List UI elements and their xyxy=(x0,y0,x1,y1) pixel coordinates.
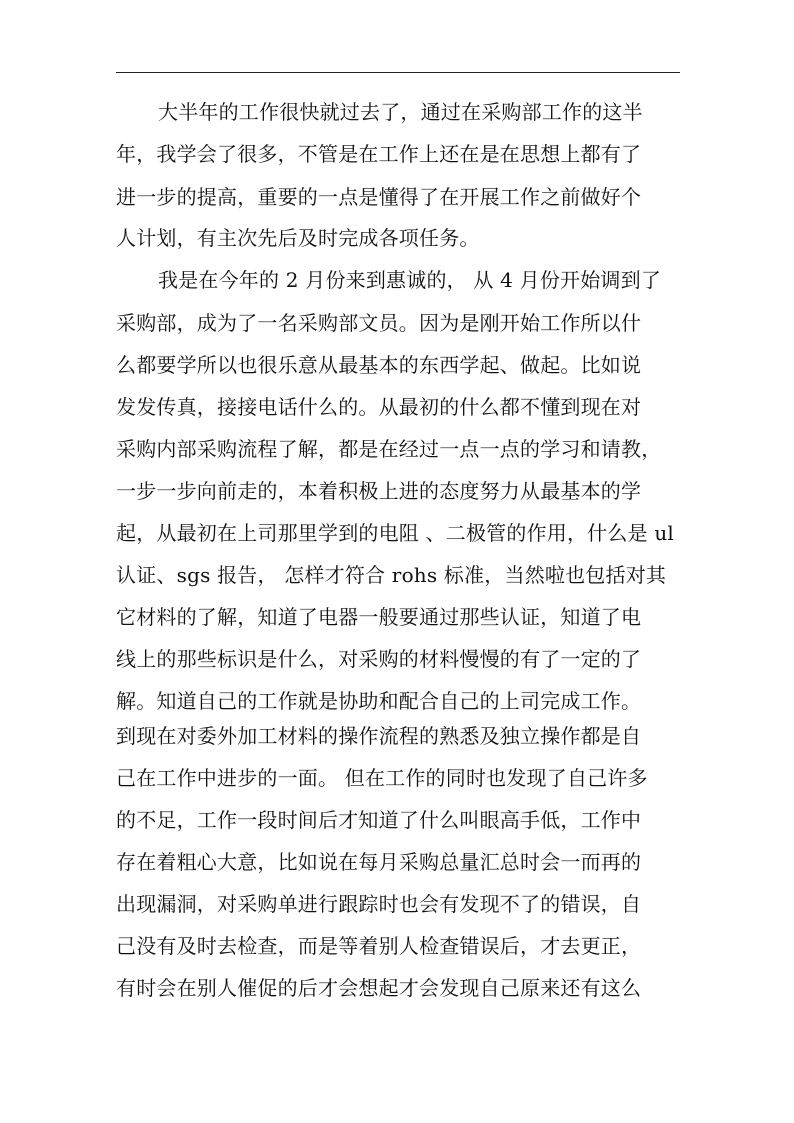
paragraph-line: 解。知道自己的工作就是协助和配合自己的上司完成工作。 xyxy=(116,689,642,713)
paragraph-line: 一步一步向前走的，本着积极上进的态度努力从最基本的学 xyxy=(116,479,642,503)
paragraph-line: 有时会在别人催促的后才会想起才会发现自己原来还有这么 xyxy=(116,976,642,1000)
paragraph-line: 到现在对委外加工材料的操作流程的熟悉及独立操作都是自 xyxy=(116,724,642,748)
paragraph-line: 发发传真，接接电话什么的。从最初的什么都不懂到现在对 xyxy=(116,395,642,419)
paragraph-line: 认证、sgs 报告， 怎样才符合 rohs 标准，当然啦也包括对其 xyxy=(116,563,667,587)
paragraph-line: 线上的那些标识是什么，对采购的材料慢慢的有了一定的了 xyxy=(116,647,642,671)
paragraph-line: 大半年的工作很快就过去了，通过在采购部工作的这半 xyxy=(158,100,643,124)
paragraph-line: 人计划，有主次先后及时完成各项任务。 xyxy=(116,226,480,250)
paragraph-line: 采购部，成为了一名采购部文员。因为是刚开始工作所以什 xyxy=(116,311,642,335)
paragraph-line: 么都要学所以也很乐意从最基本的东西学起、做起。比如说 xyxy=(116,353,642,377)
paragraph-line: 存在着粗心大意，比如说在每月采购总量汇总时会一而再的 xyxy=(116,850,642,874)
paragraph-line: 出现漏洞，对采购单进行跟踪时也会有发现不了的错误，自 xyxy=(116,892,642,916)
paragraph-line: 己没有及时去检查，而是等着别人检查错误后，才去更正， xyxy=(116,934,642,958)
paragraph-line: 进一步的提高，重要的一点是懂得了在开展工作之前做好个 xyxy=(116,185,642,209)
paragraph-line: 采购内部采购流程了解，都是在经过一点一点的学习和请教， xyxy=(116,437,662,461)
header-rule xyxy=(116,72,680,73)
paragraph-line: 它材料的了解，知道了电器一般要通过那些认证，知道了电 xyxy=(116,605,642,629)
paragraph-line: 起，从最初在上司那里学到的电阻 、二极管的作用，什么是 ul xyxy=(116,521,674,545)
paragraph-line: 的不足，工作一段时间后才知道了什么叫眼高手低，工作中 xyxy=(116,808,642,832)
paragraph-line: 我是在今年的 2 月份来到惠诚的， 从 4 月份开始调到了 xyxy=(158,268,662,292)
paragraph-line: 年，我学会了很多，不管是在工作上还在是在思想上都有了 xyxy=(116,142,642,166)
paragraph-line: 己在工作中进步的一面。 但在工作的同时也发现了自己许多 xyxy=(116,766,648,790)
